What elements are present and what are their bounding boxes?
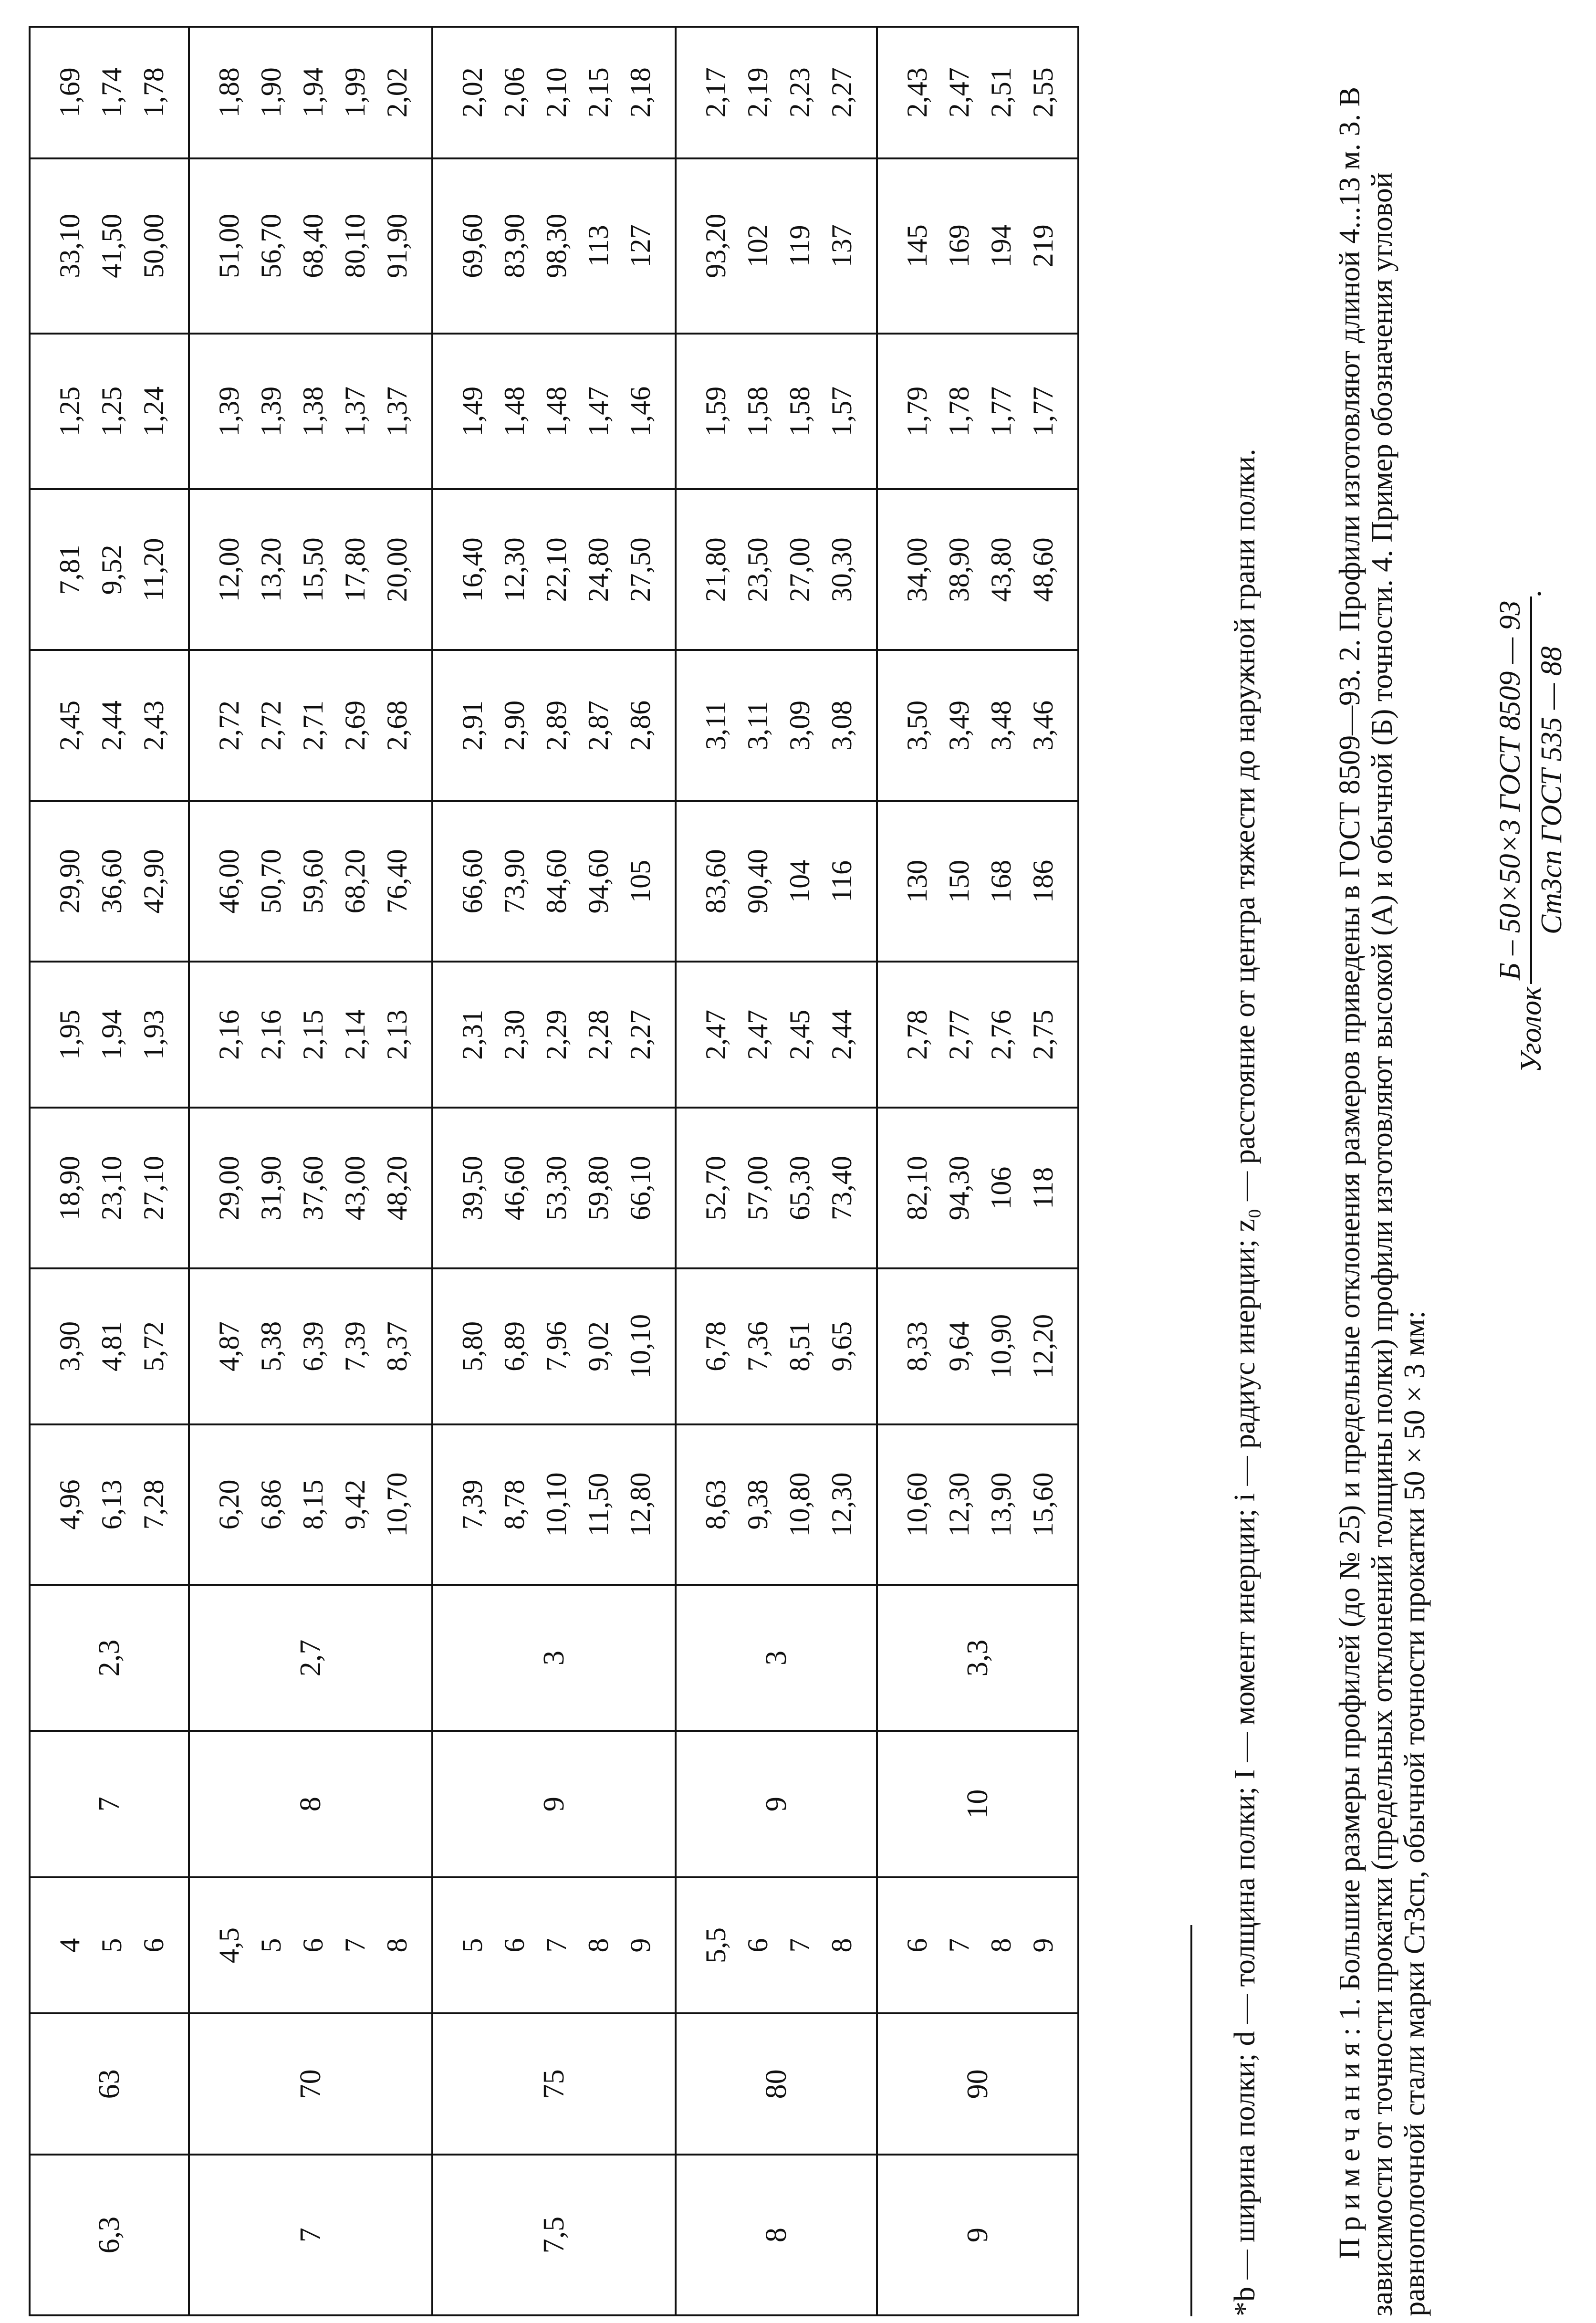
value-cell: 17,80 [334,489,376,650]
value-cell: 1,39 [189,334,250,490]
value-cell: 10,10 [535,1424,577,1585]
value-cell: 150 [938,801,980,962]
thickness-cell: 5 [250,1877,292,2014]
value-cell: 93,20 [676,158,737,334]
value-cell: 10,70 [376,1424,432,1585]
table-row [779,27,821,2315]
value-cell: 8,51 [779,1268,821,1424]
value-cell: 9,65 [821,1268,877,1424]
value-cell: 3,46 [1022,650,1078,801]
value-cell: 1,57 [821,334,877,490]
thickness-cell: 6 [877,1877,938,2014]
value-cell: 2,17 [676,27,737,158]
radius-cell: 9 [676,1731,877,1877]
value-cell: 116 [821,801,877,962]
thickness-cell: 8 [577,1877,619,2014]
value-cell: 6,39 [292,1268,334,1424]
value-cell: 20,00 [376,489,432,650]
table-row [821,27,877,2315]
value-cell: 12,30 [938,1424,980,1585]
value-cell: 66,10 [619,1108,676,1268]
table-row [432,27,493,2315]
value-cell: 48,60 [1022,489,1078,650]
value-cell: 2,45 [779,962,821,1108]
thickness-cell: 4,5 [189,1877,250,2014]
value-cell: 27,50 [619,489,676,650]
value-cell: 186 [1022,801,1078,962]
table-row [334,27,376,2315]
value-cell: 8,15 [292,1424,334,1585]
value-cell: 3,11 [676,650,737,801]
value-cell: 37,60 [292,1108,334,1268]
value-cell: 15,60 [1022,1424,1078,1585]
value-cell: 7,36 [737,1268,779,1424]
value-cell: 2,02 [432,27,493,158]
value-cell: 2,16 [189,962,250,1108]
value-cell: 2,15 [292,962,334,1108]
table-row [133,27,189,2315]
value-cell: 1,38 [292,334,334,490]
value-cell: 1,58 [737,334,779,490]
value-cell: 2,28 [577,962,619,1108]
value-cell: 1,47 [577,334,619,490]
table-row [1022,27,1078,2315]
value-cell: 2,19 [737,27,779,158]
value-cell: 1,77 [980,334,1022,490]
table-row [376,27,432,2315]
value-cell: 7,81 [30,489,91,650]
value-cell: 2,72 [189,650,250,801]
value-cell: 18,90 [30,1108,91,1268]
value-cell: 73,40 [821,1108,877,1268]
notes-text: : 1. Большие размеры профилей (до № 25) и предельные отклонения размеров приведены в ГОСТ 8509—93. 2. Профили изготовляют длиной 4...13 м. 3. В зависимости от точности прокатки (предельных отклонений толщины полки) профили изготовляют высокой (А) и обычной (Б) точности. 4. Пример обозначения угловой равнополочной стали марки Ст3сп, обычной точности прокатки 50 × 50 × 3 мм: [1334,87,1431,2316]
value-cell: 9,02 [577,1268,619,1424]
thickness-cell: 8 [980,1877,1022,2014]
value-cell: 2,10 [535,27,577,158]
value-cell: 2,44 [91,650,133,801]
value-cell: 1,94 [91,962,133,1108]
value-cell: 6,13 [91,1424,133,1585]
value-cell: 2,76 [980,962,1022,1108]
profile-number-cell: 6,3 [30,2155,189,2315]
value-cell: 57,00 [737,1108,779,1268]
value-cell: 59,60 [292,801,334,962]
value-cell: 12,30 [821,1424,877,1585]
table-body [30,27,1078,2315]
value-cell: 68,40 [292,158,334,334]
value-cell: 83,90 [493,158,535,334]
value-cell: 43,00 [334,1108,376,1268]
value-cell: 3,48 [980,650,1022,801]
flange-width-cell: 75 [432,2013,676,2155]
notes-paragraph [1334,26,1431,2316]
value-cell: 1,77 [1022,334,1078,490]
value-cell: 6,89 [493,1268,535,1424]
formula-fraction [1493,596,1569,984]
value-cell: 1,48 [493,334,535,490]
thickness-cell: 7 [779,1877,821,2014]
value-cell: 10,80 [779,1424,821,1585]
value-cell: 2,29 [535,962,577,1108]
table-row [250,27,292,2315]
value-cell: 68,20 [334,801,376,962]
value-cell: 7,96 [535,1268,577,1424]
value-cell: 2,72 [250,650,292,801]
value-cell: 2,27 [619,962,676,1108]
value-cell: 90,40 [737,801,779,962]
table-row [189,27,250,2315]
value-cell: 3,49 [938,650,980,801]
value-cell: 169 [938,158,980,334]
value-cell: 1,99 [334,27,376,158]
value-cell: 50,00 [133,158,189,334]
value-cell: 2,16 [250,962,292,1108]
notes-label: Примечания [1334,2036,1366,2259]
value-cell: 52,70 [676,1108,737,1268]
value-cell: 137 [821,158,877,334]
value-cell: 69,60 [432,158,493,334]
thickness-cell: 6 [493,1877,535,2014]
value-cell: 27,00 [779,489,821,650]
table-row [619,27,676,2315]
value-cell: 2,43 [133,650,189,801]
value-cell: 11,50 [577,1424,619,1585]
thickness-cell: 9 [619,1877,676,2014]
value-cell: 8,78 [493,1424,535,1585]
value-cell: 1,59 [676,334,737,490]
value-cell: 2,47 [737,962,779,1108]
radius-cell: 9 [432,1731,676,1877]
value-cell: 4,81 [91,1268,133,1424]
value-cell: 194 [980,158,1022,334]
value-cell: 6,78 [676,1268,737,1424]
value-cell: 1,24 [133,334,189,490]
value-cell: 83,60 [676,801,737,962]
value-cell: 10,90 [980,1268,1022,1424]
value-cell: 6,20 [189,1424,250,1585]
table-row [577,27,619,2315]
value-cell: 8,63 [676,1424,737,1585]
value-cell: 3,08 [821,650,877,801]
value-cell: 2,30 [493,962,535,1108]
value-cell: 2,13 [376,962,432,1108]
value-cell: 36,60 [91,801,133,962]
value-cell: 98,30 [535,158,577,334]
value-cell: 1,48 [535,334,577,490]
value-cell: 2,47 [938,27,980,158]
value-cell: 15,50 [292,489,334,650]
value-cell: 66,60 [432,801,493,962]
table-row [91,27,133,2315]
value-cell: 113 [577,158,619,334]
formula-denominator: Ст3сп ГОСТ 535 — 88 [1535,646,1568,935]
value-cell: 46,60 [493,1108,535,1268]
value-cell: 2,89 [535,650,577,801]
value-cell: 2,78 [877,962,938,1108]
value-cell: 51,00 [189,158,250,334]
value-cell: 10,10 [619,1268,676,1424]
table-row [535,27,577,2315]
value-cell: 16,40 [432,489,493,650]
value-cell: 29,00 [189,1108,250,1268]
value-cell: 104 [779,801,821,962]
value-cell: 219 [1022,158,1078,334]
value-cell: 1,93 [133,962,189,1108]
value-cell: 1,58 [779,334,821,490]
value-cell: 2,44 [821,962,877,1108]
table-row [30,27,91,2315]
value-cell: 6,86 [250,1424,292,1585]
value-cell: 41,50 [91,158,133,334]
value-cell: 2,55 [1022,27,1078,158]
value-cell: 7,39 [334,1268,376,1424]
value-cell: 1,90 [250,27,292,158]
value-cell: 7,39 [432,1424,493,1585]
value-cell: 119 [779,158,821,334]
value-cell: 34,00 [877,489,938,650]
value-cell: 118 [1022,1108,1078,1268]
formula-prefix: Уголок [1514,986,1547,1073]
value-cell: 4,96 [30,1424,91,1585]
value-cell: 102 [737,158,779,334]
value-cell: 23,50 [737,489,779,650]
angle-steel-table [29,26,1079,2316]
thickness-cell: 4 [30,1877,91,2014]
value-cell: 21,80 [676,489,737,650]
value-cell: 2,43 [877,27,938,158]
table-row [292,27,334,2315]
radius-cell: 10 [877,1731,1078,1877]
value-cell: 38,90 [938,489,980,650]
value-cell: 127 [619,158,676,334]
value-cell: 53,30 [535,1108,577,1268]
value-cell: 2,47 [676,962,737,1108]
value-cell: 8,33 [877,1268,938,1424]
radius1-cell: 2,7 [189,1585,432,1731]
value-cell: 1,88 [189,27,250,158]
value-cell: 2,27 [821,27,877,158]
value-cell: 12,80 [619,1424,676,1585]
value-cell: 13,90 [980,1424,1022,1585]
footnote-text: *b — ширина полки; d — толщина полки; I — момент инерции; i — радиус инерции; z₀ — расстояние от центра тяжести до наружной грани полки. [1229,449,1261,2316]
value-cell: 1,79 [877,334,938,490]
value-cell: 2,51 [980,27,1022,158]
value-cell: 1,37 [334,334,376,490]
profile-number-cell: 9 [877,2155,1078,2315]
table-row [737,27,779,2315]
value-cell: 4,87 [189,1268,250,1424]
value-cell: 73,90 [493,801,535,962]
value-cell: 12,20 [1022,1268,1078,1424]
value-cell: 8,37 [376,1268,432,1424]
radius-cell: 8 [189,1731,432,1877]
flange-width-cell: 63 [30,2013,189,2155]
value-cell: 1,25 [30,334,91,490]
value-cell: 1,78 [938,334,980,490]
value-cell: 2,15 [577,27,619,158]
thickness-cell: 6 [292,1877,334,2014]
value-cell: 1,37 [376,334,432,490]
value-cell: 3,09 [779,650,821,801]
value-cell: 1,78 [133,27,189,158]
thickness-cell: 5 [91,1877,133,2014]
value-cell: 94,60 [577,801,619,962]
profile-number-cell: 8 [676,2155,877,2315]
table-row [877,27,938,2315]
value-cell: 1,49 [432,334,493,490]
value-cell: 24,80 [577,489,619,650]
flange-width-cell: 90 [877,2013,1078,2155]
value-cell: 9,52 [91,489,133,650]
profile-number-cell: 7,5 [432,2155,676,2315]
value-cell: 22,10 [535,489,577,650]
value-cell: 29,90 [30,801,91,962]
value-cell: 1,25 [91,334,133,490]
value-cell: 65,30 [779,1108,821,1268]
value-cell: 130 [877,801,938,962]
thickness-cell: 5 [432,1877,493,2014]
value-cell: 168 [980,801,1022,962]
value-cell: 2,87 [577,650,619,801]
formula-suffix: . [1514,589,1547,597]
thickness-cell: 8 [821,1877,877,2014]
value-cell: 31,90 [250,1108,292,1268]
radius1-cell: 3 [676,1585,877,1731]
value-cell: 9,42 [334,1424,376,1585]
radius1-cell: 3 [432,1585,676,1731]
flange-width-cell: 80 [676,2013,877,2155]
value-cell: 43,80 [980,489,1022,650]
value-cell: 5,38 [250,1268,292,1424]
value-cell: 23,10 [91,1108,133,1268]
value-cell: 2,71 [292,650,334,801]
radius1-cell: 2,3 [30,1585,189,1731]
value-cell: 2,90 [493,650,535,801]
value-cell: 42,90 [133,801,189,962]
value-cell: 46,00 [189,801,250,962]
value-cell: 50,70 [250,801,292,962]
value-cell: 13,20 [250,489,292,650]
value-cell: 145 [877,158,938,334]
formula-numerator: Б – 50×50×3 ГОСТ 8509 — 93 [1493,596,1532,984]
thickness-cell: 6 [737,1877,779,2014]
value-cell: 105 [619,801,676,962]
value-cell: 9,64 [938,1268,980,1424]
value-cell: 94,30 [938,1108,980,1268]
radius-cell: 7 [30,1731,189,1877]
thickness-cell: 7 [938,1877,980,2014]
table-row [938,27,980,2315]
value-cell: 1,74 [91,27,133,158]
thickness-cell: 5,5 [676,1877,737,2014]
value-cell: 1,69 [30,27,91,158]
value-cell: 2,86 [619,650,676,801]
footnote-rule [1190,1925,1192,2316]
thickness-cell: 9 [1022,1877,1078,2014]
value-cell: 1,95 [30,962,91,1108]
value-cell: 59,80 [577,1108,619,1268]
flange-width-cell: 70 [189,2013,432,2155]
thickness-cell: 8 [376,1877,432,2014]
value-cell: 2,91 [432,650,493,801]
value-cell: 3,50 [877,650,938,801]
value-cell: 1,46 [619,334,676,490]
value-cell: 80,10 [334,158,376,334]
value-cell: 12,30 [493,489,535,650]
value-cell: 10,60 [877,1424,938,1585]
thickness-cell: 7 [535,1877,577,2014]
value-cell: 2,23 [779,27,821,158]
value-cell: 30,30 [821,489,877,650]
table-row [980,27,1022,2315]
value-cell: 2,18 [619,27,676,158]
table-row [676,27,737,2315]
value-cell: 82,10 [877,1108,938,1268]
value-cell: 2,69 [334,650,376,801]
value-cell: 2,02 [376,27,432,158]
value-cell: 91,90 [376,158,432,334]
thickness-cell: 7 [334,1877,376,2014]
value-cell: 9,38 [737,1424,779,1585]
profile-number-cell: 7 [189,2155,432,2315]
value-cell: 2,68 [376,650,432,801]
value-cell: 106 [980,1108,1022,1268]
value-cell: 76,40 [376,801,432,962]
value-cell: 3,11 [737,650,779,801]
value-cell: 2,14 [334,962,376,1108]
value-cell: 7,28 [133,1424,189,1585]
value-cell: 2,31 [432,962,493,1108]
value-cell: 11,20 [133,489,189,650]
value-cell: 39,50 [432,1108,493,1268]
value-cell: 3,90 [30,1268,91,1424]
value-cell: 33,10 [30,158,91,334]
value-cell: 48,20 [376,1108,432,1268]
value-cell: 1,94 [292,27,334,158]
value-cell: 12,00 [189,489,250,650]
thickness-cell: 6 [133,1877,189,2014]
value-cell: 2,06 [493,27,535,158]
designation-formula [1493,589,1569,1073]
value-cell: 56,70 [250,158,292,334]
value-cell: 2,77 [938,962,980,1108]
radius1-cell: 3,3 [877,1585,1078,1731]
value-cell: 2,75 [1022,962,1078,1108]
value-cell: 5,80 [432,1268,493,1424]
value-cell: 2,45 [30,650,91,801]
value-cell: 27,10 [133,1108,189,1268]
value-cell: 5,72 [133,1268,189,1424]
value-cell: 1,39 [250,334,292,490]
table-row [493,27,535,2315]
value-cell: 84,60 [535,801,577,962]
